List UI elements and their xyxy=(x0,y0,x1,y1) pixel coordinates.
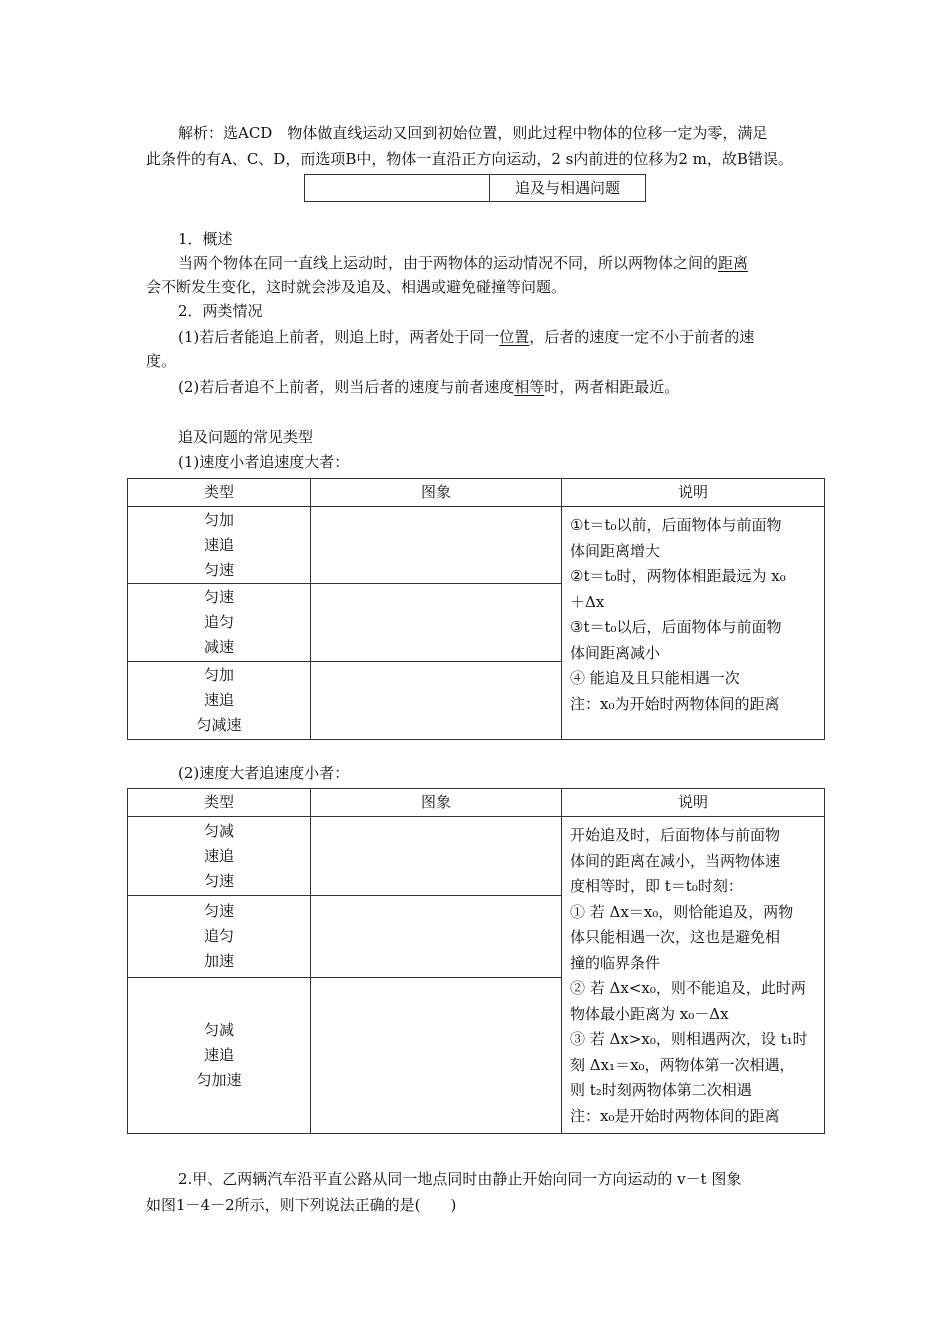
desc-line: ① 若 Δx＝x₀，则恰能追及，两物 xyxy=(570,902,794,921)
table-row xyxy=(128,507,825,584)
description-cell xyxy=(562,817,825,1134)
graph-cell-empty xyxy=(311,662,562,740)
desc-line: 注：x₀是开始时两物体间的距离 xyxy=(570,1106,780,1125)
type-text: 匀加 xyxy=(203,510,234,529)
case-2-text-post: 时，两者相距最近。 xyxy=(544,378,680,396)
type-text: 加速 xyxy=(203,951,234,970)
case-1-line-1 xyxy=(178,326,754,348)
section-header-box xyxy=(304,174,646,202)
type-cell xyxy=(128,584,311,662)
graph-cell-empty xyxy=(311,977,562,1133)
desc-line: ③ 若 Δx>x₀，则相遇两次，设 t₁时 xyxy=(570,1030,808,1048)
desc-line: ③t＝t₀以后，后面物体与前面物 xyxy=(570,618,782,636)
overview-key-term: 距离 xyxy=(718,254,749,272)
question-line-1: 2.甲、乙两辆汽车沿平直公路从同一地点同时由静止开始向同一方向运动的 v－t 图象 xyxy=(178,1170,742,1188)
type-text: 匀速 xyxy=(203,871,234,890)
table-1-caption: (1)速度小者追速度大者： xyxy=(178,453,350,471)
case-2-key-term: 相等 xyxy=(514,378,545,396)
desc-line: 物体最小距离为 x₀－Δx xyxy=(570,1004,729,1023)
desc-line: 体间距离增大 xyxy=(570,541,661,560)
table-2-caption: (2)速度大者追速度小者： xyxy=(178,764,350,782)
type-text: 匀速 xyxy=(203,560,234,579)
graph-cell-empty xyxy=(311,584,562,662)
type-text: 速追 xyxy=(203,535,234,554)
case-2-text: (2)若后者追不上前者，则当后者的速度与前者速度 xyxy=(178,378,515,396)
case-1-key-term: 位置 xyxy=(499,328,530,346)
description-cell xyxy=(562,507,825,740)
case-1-text: (1)若后者能追上前者，则追上时，两者处于同一 xyxy=(178,328,500,346)
type-text: 速追 xyxy=(203,691,234,709)
type-text: 匀加速 xyxy=(196,1070,242,1089)
desc-line: 体间距离减小 xyxy=(570,643,661,662)
common-types-heading: 追及问题的常见类型 xyxy=(178,428,314,446)
type-text: 匀减速 xyxy=(196,716,242,734)
two-cases-heading: 2．两类情况 xyxy=(178,302,263,320)
graph-cell-empty xyxy=(311,817,562,896)
type-text: 速追 xyxy=(203,846,234,865)
graph-cell-empty xyxy=(311,896,562,977)
answer-line-2: 此条件的有A、C、D，而选项B中，物体一直沿正方向运动，2 s内前进的位移为2 m，故B错误。 xyxy=(146,150,793,168)
desc-line: 刻 Δx₁＝x₀，两物体第一次相遇， xyxy=(570,1055,795,1074)
table-slow-chases-fast xyxy=(127,478,825,740)
desc-line: 开始追及时，后面物体与前面物 xyxy=(570,826,781,844)
graph-cell-empty xyxy=(311,507,562,584)
header-description: 说明 xyxy=(562,479,825,507)
type-text: 追匀 xyxy=(203,613,234,631)
desc-line: 体只能相遇一次，这也是避免相 xyxy=(570,928,781,946)
type-text: 匀速 xyxy=(203,588,234,606)
table-fast-chases-slow xyxy=(127,788,825,1134)
table-row xyxy=(128,817,825,896)
type-text: 减速 xyxy=(203,638,234,656)
overview-paragraph-line-1 xyxy=(178,252,748,274)
type-text: 速追 xyxy=(203,1045,234,1064)
answer-line-1: 解析：选ACD 物体做直线运动又回到初始位置，则此过程中物体的位移一定为零，满足 xyxy=(178,124,768,142)
type-cell xyxy=(128,662,311,740)
type-cell xyxy=(128,977,311,1133)
desc-line: ①t＝t₀以前，后面物体与前面物 xyxy=(570,516,782,534)
type-cell xyxy=(128,817,311,896)
type-text: 追匀 xyxy=(203,926,234,945)
desc-line: 则 t₂时刻两物体第二次相遇 xyxy=(570,1081,752,1099)
overview-text: 当两个物体在同一直线上运动时，由于两物体的运动情况不同，所以两物体之间的 xyxy=(178,254,719,272)
case-1-line-2: 度。 xyxy=(146,352,177,370)
case-1-text-post: ，后者的速度一定不小于前者的速 xyxy=(529,328,755,346)
overview-heading: 1．概述 xyxy=(178,230,233,248)
type-text: 匀速 xyxy=(203,901,234,920)
desc-line: 度相等时，即 t＝t₀时刻： xyxy=(570,877,743,895)
desc-line: 体间的距离在减小，当两物体速 xyxy=(570,851,781,870)
table-header-row xyxy=(128,789,825,817)
type-text: 匀减 xyxy=(203,821,234,840)
overview-paragraph-line-2: 会不断发生变化，这时就会涉及追及、相遇或避免碰撞等问题。 xyxy=(146,278,567,296)
case-2-line xyxy=(178,376,679,398)
desc-line: 注：x₀为开始时两物体间的距离 xyxy=(570,694,780,713)
type-text: 匀加 xyxy=(203,666,234,684)
type-cell xyxy=(128,896,311,977)
desc-line: ② 若 Δx<x₀，则不能追及，此时两 xyxy=(570,979,806,997)
header-type: 类型 xyxy=(128,789,311,817)
desc-line: 撞的临界条件 xyxy=(570,953,661,972)
desc-line: ＋Δx xyxy=(570,592,605,611)
section-title: 追及与相遇问题 xyxy=(514,179,620,197)
table-header-row xyxy=(128,479,825,507)
desc-line: ④ 能追及且只能相遇一次 xyxy=(570,669,740,687)
header-type: 类型 xyxy=(128,479,311,507)
type-cell xyxy=(128,507,311,584)
header-description: 说明 xyxy=(562,789,825,817)
type-text: 匀减 xyxy=(203,1020,234,1039)
desc-line: ②t＝t₀时，两物体相距最远为 x₀ xyxy=(570,567,786,585)
header-graph: 图象 xyxy=(311,479,562,507)
header-graph: 图象 xyxy=(311,789,562,817)
question-line-2: 如图1－4－2所示，则下列说法正确的是( ) xyxy=(146,1196,457,1214)
